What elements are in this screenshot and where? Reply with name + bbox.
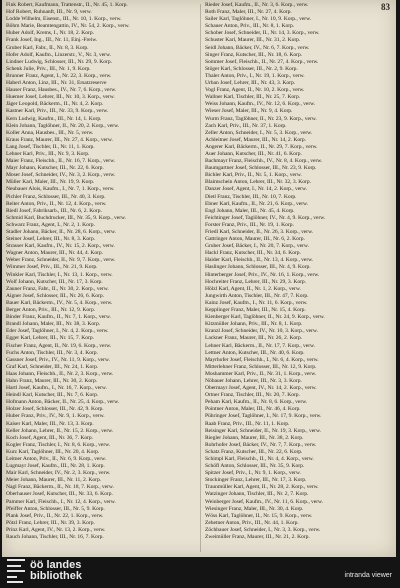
directory-entry: Rauch Johann, Tischler, III., Nr. 16, 7. Korp. [6, 534, 104, 541]
directory-entry: Schenk Julie, Priv., III., Nr. 1, 9. Korp. [6, 65, 91, 72]
directory-entry: Baumgartner Josef, Schlosser, III., Nr. 23, 9. Korp. [205, 165, 317, 172]
directory-entry: Spitzer Josef, Priv., I., Nr. 9, 1. Korp., verw. [205, 470, 301, 477]
directory-entry: Lugmayr Josef, Kaufm., III., Nr. 28, 1. Korp. [6, 463, 105, 470]
directory-entry: Wurm Franz, Taglöhner, II., Nr. 23, 9. Korp., verw. [205, 115, 317, 122]
directory-entry: Wolf Johann, Kutscher, III., Nr. 17, 3. Korp. [6, 278, 103, 285]
directory-entry: Weinberger Josef, Kaufm., IV., Nr. 11, 6. Korp., verw. [205, 498, 324, 505]
directory-entry: Fuchs Anton, Tischler, III., Nr. 3, 4. Korp. [6, 349, 98, 356]
directory-entry: Vogl Franz, Agent, II., Nr. 10, 2. Korp., verw. [205, 87, 305, 94]
directory-entry: Kienberger Karl, Taglöhner, II., Nr. 24, 9. Korp., verw. [205, 314, 325, 321]
directory-entry: Hofmann Anton, Bäcker, II., Nr. 25, 4. Korp., verw. [6, 399, 120, 406]
directory-entry: Kaiser Karl, Maler, III., Nr. 13, 3. Korp. [6, 420, 94, 427]
directory-entry: Egger Karl, Lehrer, III., Nr. 15, 7. Korp. [6, 335, 94, 342]
directory-entry: Friedl Karl, Schneider, II., Nr. 26, 3. Korp., verw. [205, 229, 314, 235]
library-logo[interactable] [7, 559, 82, 583]
left-column [6, 2, 188, 541]
logo-line-1: öö landes [30, 559, 82, 571]
directory-entry: Jungwirth Anton, Tischler, III., Nr. 47, 7. Korp. [205, 292, 309, 299]
directory-entry: Keller Johann, Lehrer, II., Nr. 15, 2. Korp., verw. [6, 427, 114, 434]
directory-entry: Raab Franz, Priv., III., Nr. 11, 1. Korp. [205, 420, 290, 427]
directory-entry: Heindl Karl, Kutscher, III., Nr. 7, 6. Korp. [6, 392, 99, 399]
logo-text [30, 560, 82, 582]
directory-entry: Angerer Karl, Bäckerm., II., Nr. 29, 7. Korp., verw. [205, 143, 318, 150]
directory-entry: Fink Robert, Kaufmann, Trattenstr., II., Nr. 45, 1. Korp. [6, 2, 128, 8]
directory-entry: Moshammer Karl, Priv., II., Nr. 31, 1. Korp., verw. [205, 370, 317, 377]
directory-entry: Lehner Karl, Bäckerm., II., Nr. 17, 7. Korp., verw. [205, 342, 316, 349]
directory-entry: Hauser Franz, Hausbes., IV., Nr. 7, 6. Korp., verw. [6, 87, 117, 94]
directory-entry: Kepplinger Franz, Maler, III., Nr. 15, 4. Korp. [205, 307, 306, 314]
directory-entry: Schatz Franz, Kutscher, III., Nr. 22, 6. Korp. [205, 448, 303, 455]
directory-entry: Obermayr Josef, Agent, IV., Nr. 14, 2. Korp., verw. [205, 385, 317, 392]
directory-entry: Rohrhofer Josef, Bäcker, IV., Nr. 7, 7. Korp., verw. [205, 441, 317, 448]
directory-entry: Lodde Wilhelm, Eisenst., III., Nr. 10, 1. Korp., verw. [6, 16, 122, 23]
directory-entry: Wimmer Josef, Priv., III., Nr. 21, 9. Korp. [6, 264, 98, 271]
directory-entry: Sommer Josef, Fleischh., II., Nr. 27, 4. Korp., verw. [205, 58, 319, 65]
directory-entry: Engl Johann, Maler, III., Nr. 45, 4. Korp. [205, 207, 295, 214]
directory-entry: Achleitner Josef, Maurer, III., Nr. 14, 2. Korp. [205, 136, 306, 143]
directory-entry: Haider Karl, Fleischh., II., Nr. 13, 4. Korp., verw. [205, 257, 314, 264]
directory-entry: Traunmüller Karl, Agent, II., Nr. 28, 2. Korp., verw. [205, 484, 319, 491]
directory-entry: Zweimüller Franz, Maurer, III., Nr. 21, 2. Korp. [205, 534, 310, 541]
directory-entry: Gruber Josef, Bäcker, I., Nr. 20, 7. Korp., verw. [205, 243, 309, 250]
logo-line-2: bibliothek [30, 570, 82, 582]
directory-entry: Steiner Josef, Lehrer, III., Nr. 8, 3. Korp. [6, 236, 96, 243]
directory-entry: Prinz Karl, Agent, IV., Nr. 13, 2. Korp., verw. [6, 526, 106, 533]
directory-entry: Huemer Josef, Lehrer, III., Nr. 10, 3. Korp., verw. [6, 94, 115, 101]
directory-entry: Gruber Karl, Fabr., II., Nr. 8, 3. Korp. [6, 44, 89, 51]
directory-entry: Hinterberger Josef, Priv., IV., Nr. 16, 1. Korp., verw. [205, 271, 320, 278]
directory-entry: Hölzl Karl, Agent, II., Nr. 1, 2. Korp., verw. [205, 285, 301, 292]
directory-entry: Urban Josef, Lehrer, III., Nr. 43, 3. Korp. [205, 80, 296, 87]
directory-entry: Schwarz Franz, Agent, I., Nr. 2, 1. Korp. [6, 221, 95, 228]
directory-entry: Schober Josef, Schneider, II., Nr. 14, 3. Korp., verw. [205, 30, 320, 37]
directory-entry: Holzer Josef, Schlosser, III., Nr. 42, 9. Korp. [6, 406, 104, 413]
directory-entry: Eder Josef, Taglöhner, I., Nr. 4, 2. Korp., verw. [6, 328, 109, 335]
directory-entry: Riedl Josef, Fabriksarb., III., Nr. 6, 2. Korp. [6, 207, 102, 214]
directory-entry: Böhm Marie, Beamtengattin, IV., Nr. 54, 2. Korp., verw. [6, 23, 130, 30]
directory-entry: Pichler Franz, Schlosser, III., Nr. 40, 3. Korp. [6, 193, 106, 200]
directory-entry: Frank Josef, Ing., III., Nr. 11, Einj.-Freiw. [6, 37, 98, 44]
directory-entry: Zeller Anton, Schneider, I., Nr. 5, 3. Korp., verw. [205, 129, 313, 136]
directory-entry: Pötzl Franz, Lehrer, III., Nr. 39, 3. Korp. [6, 519, 95, 526]
directory-entry: Seidl Johann, Bäcker, IV., Nr. 6, 7. Korp., verw. [205, 44, 310, 51]
directory-entry: Schöfl Anton, Schlosser, III., Nr. 35, 9. Korp. [205, 463, 305, 470]
directory-entry: Jäger Leopold, Bäckerm., II., Nr. 4, 2. Korp. [6, 101, 104, 108]
directory-entry: Weiss Johann, Kaufm., IV., Nr. 12, 6. Korp., verw. [205, 101, 316, 108]
directory-entry: Oberhauser Josef, Kutscher, III., Nr. 33, 6. Korp. [6, 491, 113, 498]
directory-entry: Kern Ludwig, Kaufm., III., Nr. 14, 1. Korp. [6, 115, 102, 122]
directory-entry: Graf Karl, Schneider, III., Nr. 24, 1. Korp. [6, 363, 99, 370]
directory-entry: Kogler Franz, Tischler, I., Nr. 8, 6. Korp., verw. [6, 441, 111, 448]
directory-entry: Roth Franz, Maler, III., Nr. 27, 4. Korp. [205, 9, 292, 16]
directory-entry: Lackner Franz, Maurer, III., Nr. 26, 2. Korp. [205, 335, 303, 342]
directory-entry: Binder Franz, Kaufm., II., Nr. 7, 1. Korp., verw. [6, 314, 111, 321]
directory-entry: Wiesinger Franz, Maler, III., Nr. 30, 4. Korp. [205, 505, 304, 512]
directory-entry: Bauer Karl, Bäckerm., IV., Nr. 5, 4. Korp., verw. [6, 299, 113, 306]
directory-entry: Haas Johann, Fleischh., II., Nr. 2, 3. Korp., verw. [6, 370, 114, 377]
directory-entry: Watzinger Johann, Tischler, III., Nr. 2, 7. Korp. [205, 491, 309, 498]
viewer-label[interactable]: intranda viewer [344, 572, 392, 579]
directory-entry: Wieser Josef, Maler, III., Nr. 9, 4. Korp. [205, 108, 293, 115]
directory-entry: Riegler Johann, Maurer, III., Nr. 38, 2. Korp. [205, 434, 304, 441]
directory-entry: Koller Anna, Hausbes., III., Nr. 5, verw. [6, 129, 94, 136]
directory-entry: Kitzmüller Johann, Priv., III., Nr. 8, 1. Korp. [205, 321, 303, 328]
directory-entry: Mayrhofer Josef, Fleischh., I., Nr. 6, 4. Korp., verw. [205, 356, 319, 363]
directory-entry: Pfeiffer Anton, Schlosser, III., Nr. 5, 9. Korp. [6, 505, 105, 512]
directory-entry: Zauner Franz, Fabr., II., Nr. 30, 2. Korp., verw. [6, 285, 109, 292]
directory-entry: Lehner Karl, Priv., III., Nr. 9, 3. Korp. [6, 150, 90, 157]
directory-entry: Plank Josef, Priv., II., Nr. 22, 1. Korp., verw. [6, 512, 104, 519]
directory-entry: Brandl Johann, Maler, III., Nr. 38, 3. Korp. [6, 321, 101, 328]
directory-entry: Zach Karl, Priv., III., Nr. 37, 1. Korp. [205, 122, 287, 129]
directory-entry: Wöss Karl, Taglöhner, II., Nr. 15, 9. Korp., verw. [205, 512, 313, 519]
directory-entry: Stadler Johann, Bäcker, II., Nr. 28, 6. Korp., verw. [6, 229, 116, 235]
directory-entry: Danzer Josef, Agent, I., Nr. 14, 2. Korp., verw. [205, 186, 307, 193]
directory-entry: Schimpl Karl, Fleischh., II., Nr. 4, 4. Korp., verw. [205, 456, 314, 462]
directory-entry: Pammer Karl, Fleischh., I., Nr. 12, 4. Korp., verw. [6, 498, 116, 505]
directory-entry: Maier Franz, Fleischh., II., Nr. 16, 7. Korp., verw. [6, 158, 116, 165]
directory-entry: Schmid Karl, Buchdrucker, III., Nr. 35, 9. Korp., verw. [6, 214, 127, 221]
directory-entry: Winkler Karl, Tischler, I., Nr. 13, 1. Korp., verw. [6, 271, 113, 278]
directory-entry: Strasser Karl, Kaufm., IV., Nr. 15, 2. Korp., verw. [6, 243, 115, 250]
directory-entry: Lettner Anton, Kutscher, III., Nr. 40, 6. Korp. [205, 349, 305, 356]
directory-entry: Pühringer Josef, Taglöhner, I., Nr. 17, 9. Korp., verw. [205, 413, 322, 420]
directory-entry: Hof Robert, Ruhnanft, III., Nr. 9, verw. [6, 9, 92, 16]
directory-entry: Rieder Josef, Kaufm., II., Nr. 3, 6. Korp., verw. [205, 2, 309, 8]
directory-entry: Forster Franz, Priv., III., Nr. 19, 1. Korp. [205, 221, 294, 228]
library-logo-icon [7, 559, 25, 583]
directory-entry: Mair Karl, Schneider, IV., Nr. 2, 3. Korp., verw. [6, 470, 111, 477]
directory-entry: Klein Johann, Taglöhner, II., Nr. 20, 2. Korp., verw. [6, 122, 120, 129]
directory-entry: Moser Josef, Schneider, IV., Nr. 3, 2. Korp., verw. [6, 172, 116, 179]
page-number: 83 [381, 2, 390, 12]
directory-entry: Haberl Anton, Linz, III., Nr. 31, Ersatzreserve [6, 80, 107, 87]
directory-entry: Stockinger Franz, Lehrer, III., Nr. 17, 3. Korp. [205, 477, 307, 484]
directory-entry: Hahn Franz, Maurer, III., Nr. 30, 2. Korp. [6, 377, 98, 384]
directory-entry: Auer Johann, Kutscher, III., Nr. 41, 6. Korp. [205, 150, 302, 157]
directory-entry: Zehetner Anton, Priv., III., Nr. 44, 1. Korp. [205, 519, 299, 526]
directory-entry: Sailer Karl, Taglöhner, I., Nr. 10, 9. Korp., verw. [205, 16, 312, 23]
directory-entry: Hackl Franz, Kutscher, III., Nr. 34, 6. Korp. [205, 250, 301, 257]
directory-entry: Hofer Adolf, Kaufm., Linzerstr., V., Nr. 3, verw. [6, 51, 111, 58]
directory-entry: Lindner Ludwig, Schlosser, III., Nr. 29, 9. Korp. [6, 58, 112, 65]
directory-entry: Feichtinger Josef, Taglöhner, IV., Nr. 4, 9. Korp., verw. [205, 214, 326, 221]
column-divider [200, 4, 201, 552]
directory-entry: Haslinger Johann, Schlosser, III., Nr. 4, 9. Korp. [205, 264, 311, 271]
directory-entry: Berger Anton, Priv., III., Nr. 12, 9. Korp. [6, 307, 96, 314]
directory-entry: Neubauer Alois, Kaufm., I., Nr. 7, 1. Korp., verw. [6, 186, 115, 193]
directory-entry: Peham Karl, Kaufm., II., Nr. 8, 6. Korp., verw. [205, 399, 308, 406]
directory-entry: Stöger Karl, Schlosser, III., Nr. 2, 9. Korp. [205, 65, 298, 72]
directory-entry: Kastner Karl, Priv., III., Nr. 33, 9. Korp., verw. [6, 108, 109, 115]
right-column [205, 2, 387, 541]
directory-entry: Thaler Anton, Priv., I., Nr. 19, 1. Korp., verw. [205, 72, 305, 79]
directory-entry: Ebner Karl, Kaufm., II., Nr. 21, 6. Korp., verw. [205, 200, 309, 207]
directory-entry: Müller Karl, Maler, III., Nr. 19, 9. Korp. [6, 179, 95, 186]
directory-entry: Gattringer Anton, Maurer, III., Nr. 6, 2. Korp. [205, 236, 305, 243]
scanned-page [2, 0, 396, 557]
directory-entry: Bichler Karl, Priv., II., Nr. 5, 1. Korp., verw. [205, 172, 302, 179]
directory-entry: Huber Adolf, Krems, I., Nr. 18, 2. Korp. [6, 30, 94, 37]
directory-entry: Schuster Karl, Maurer, III., Nr. 31, 2. Korp. [205, 37, 301, 44]
directory-entry: Aigner Josef, Schlosser, III., Nr. 26, 6. Korp. [6, 292, 104, 299]
directory-entry: Kraus Franz, Maurer, III., Nr. 27, 4. Korp., verw. [6, 136, 113, 143]
directory-entry: Leitner Anton, Priv., II., Nr. 6, 9. Korp., verw. [6, 456, 107, 462]
directory-entry: Singer Franz, Kutscher, III., Nr. 18, 6. Korp. [205, 51, 303, 58]
directory-entry: Weber Franz, Schneider, II., Nr. 9, 7. Korp., verw. [6, 257, 116, 264]
directory-entry: Brunner Franz, Agent, I., Nr. 22, 3. Korp., verw. [6, 72, 112, 79]
directory-entry: Blaimschein Anton, Lehrer, III., Nr. 32, 3. Korp. [205, 179, 311, 186]
directory-entry: Hartl Josef, Kaufm., I., Nr. 16, 7. Korp., verw. [6, 385, 107, 392]
directory-entry: Nöbauer Johann, Lehrer, III., Nr. 3, 3. Korp. [205, 377, 302, 384]
directory-entry: Pointner Anton, Maler, III., Nr. 46, 4. Korp. [205, 406, 301, 413]
directory-entry: Schauer Anton, Priv., III., Nr. 8, 1. Korp. [205, 23, 295, 30]
directory-entry: Zöchbauer Josef, Schneider, I., Nr. 3, 3. Korp., verw. [205, 526, 321, 533]
directory-entry: Ortner Franz, Tischler, III., Nr. 20, 7. Korp. [205, 392, 300, 399]
directory-entry: Bachmayr Franz, Fleischh., IV., Nr. 8, 4. Korp., verw. [205, 158, 323, 165]
directory-entry: Gassner Josef, Priv., IV., Nr. 11, 9. Korp., verw. [6, 356, 110, 363]
directory-entry: Lang Josef, Tischler, II., Nr. 11, 1. Korp. [6, 143, 95, 150]
directory-entry: Kurz Karl, Taglöhner, III., Nr. 20, 4. Korp. [6, 448, 100, 455]
directory-entry: Koch Josef, Agent, III., Nr. 36, 7. Korp. [6, 434, 93, 441]
directory-entry: Kainz Josef, Kaufm., I., Nr. 11, 6. Korp., verw. [205, 299, 308, 306]
directory-entry: Nagl Franz, Bäckerm., II., Nr. 18, 7. Korp., verw. [6, 484, 114, 491]
directory-entry: Huber Franz, Priv., IV., Nr. 9, 1. Korp., verw. [6, 413, 105, 420]
directory-entry: Reisinger Karl, Schneider, II., Nr. 19, 3. Korp., verw. [205, 427, 321, 434]
directory-entry: Kranzl Josef, Schneider, IV., Nr. 10, 3. Korp., verw. [205, 328, 318, 335]
directory-entry: Reiter Anton, Priv., II., Nr. 12, 4. Korp., verw. [6, 200, 107, 207]
directory-entry: Mitterlehner Franz, Schlosser, III., Nr. 12, 9. Korp. [205, 363, 317, 370]
directory-entry: Wagner Anton, Maurer, III., Nr. 44, 4. Korp. [6, 250, 104, 257]
directory-entry: Mayr Johann, Kutscher, III., Nr. 22, 6. Korp. [6, 165, 104, 172]
directory-entry: Hochreiter Franz, Lehrer, III., Nr. 29, 3. Korp. [205, 278, 306, 285]
directory-entry: Wallner Karl, Tischler, III., Nr. 25, 7. Korp. [205, 94, 301, 101]
directory-entry: Fischer Franz, Agent, II., Nr. 19, 6. Korp., verw. [6, 342, 112, 349]
directory-entry: Dietl Franz, Tischler, III., Nr. 10, 7. Korp. [205, 193, 297, 200]
directory-entry: Meier Johann, Maurer, III., Nr. 11, 2. Korp. [6, 477, 102, 484]
